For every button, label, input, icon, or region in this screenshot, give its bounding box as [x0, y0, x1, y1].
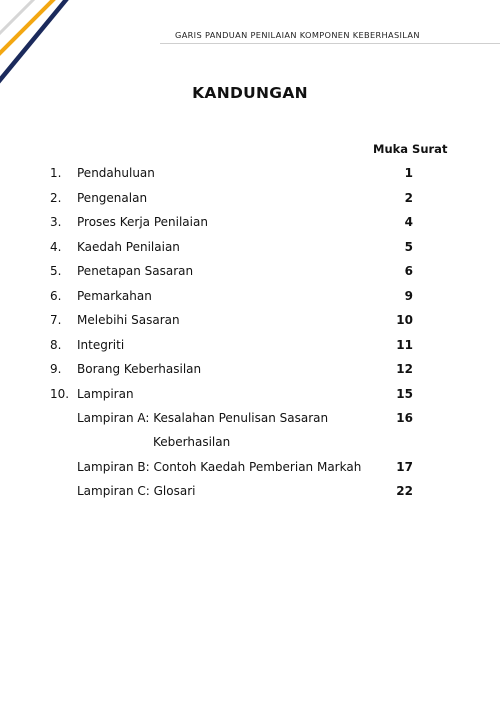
- entry-number: 3.: [50, 215, 62, 229]
- appendix-entry[interactable]: [0, 460, 500, 478]
- toc-entry[interactable]: [0, 264, 500, 282]
- entry-label: Pengenalan: [77, 191, 148, 205]
- appendix-entry[interactable]: [0, 484, 500, 502]
- toc-entry[interactable]: [0, 166, 500, 184]
- entry-number: 6.: [50, 289, 62, 303]
- toc-entry[interactable]: [0, 387, 500, 405]
- entry-label: Pemarkahan: [77, 289, 152, 303]
- entry-page: 11: [396, 338, 413, 352]
- entry-number: 10.: [50, 387, 70, 401]
- header-rule: [160, 43, 500, 44]
- entry-label: Lampiran: [77, 387, 134, 401]
- appendix-entry-continuation[interactable]: [0, 435, 500, 453]
- entry-page: 4: [404, 215, 413, 229]
- toc-entry[interactable]: [0, 240, 500, 258]
- appendix-entry[interactable]: [0, 411, 500, 429]
- entry-number: 2.: [50, 191, 62, 205]
- entry-page: 2: [404, 191, 413, 205]
- toc-entry[interactable]: [0, 313, 500, 331]
- entry-label: Pendahuluan: [77, 166, 155, 180]
- entry-page: 5: [404, 240, 413, 254]
- appendix-label: Lampiran A: Kesalahan Penulisan Sasaran: [77, 411, 329, 425]
- entry-number: 8.: [50, 338, 62, 352]
- appendix-label: Lampiran B: Contoh Kaedah Pemberian Markah: [77, 460, 362, 474]
- running-header: GARIS PANDUAN PENILAIAN KOMPONEN KEBERHASILAN: [175, 30, 420, 40]
- toc-entry[interactable]: [0, 289, 500, 307]
- appendix-page: 16: [396, 411, 413, 425]
- corner-stripes-decoration: [0, 0, 80, 90]
- entry-number: 5.: [50, 264, 62, 278]
- entry-number: 9.: [50, 362, 62, 376]
- entry-number: 7.: [50, 313, 62, 327]
- entry-page: 10: [396, 313, 413, 327]
- entry-number: 4.: [50, 240, 62, 254]
- toc-entry[interactable]: [0, 338, 500, 356]
- page-column-header: Muka Surat: [373, 142, 448, 156]
- toc-entry[interactable]: [0, 191, 500, 209]
- entry-label: Integriti: [77, 338, 125, 352]
- entry-label: Kaedah Penilaian: [77, 240, 180, 254]
- entry-page: 9: [404, 289, 413, 303]
- appendix-page: 22: [396, 484, 413, 498]
- entry-page: 1: [404, 166, 413, 180]
- appendix-page: 17: [396, 460, 413, 474]
- entry-label: Proses Kerja Penilaian: [77, 215, 208, 229]
- page-title: KANDUNGAN: [192, 84, 308, 102]
- entry-label: Borang Keberhasilan: [77, 362, 202, 376]
- toc-entry[interactable]: [0, 215, 500, 233]
- appendix-label: Lampiran C: Glosari: [77, 484, 196, 498]
- entry-label: Penetapan Sasaran: [77, 264, 194, 278]
- entry-page: 12: [396, 362, 413, 376]
- entry-page: 6: [404, 264, 413, 278]
- toc-entry[interactable]: [0, 362, 500, 380]
- appendix-label-continuation: Keberhasilan: [153, 435, 231, 449]
- entry-page: 15: [396, 387, 413, 401]
- orange-stripe: [0, 0, 58, 58]
- entry-number: 1.: [50, 166, 62, 180]
- entry-label: Melebihi Sasaran: [77, 313, 180, 327]
